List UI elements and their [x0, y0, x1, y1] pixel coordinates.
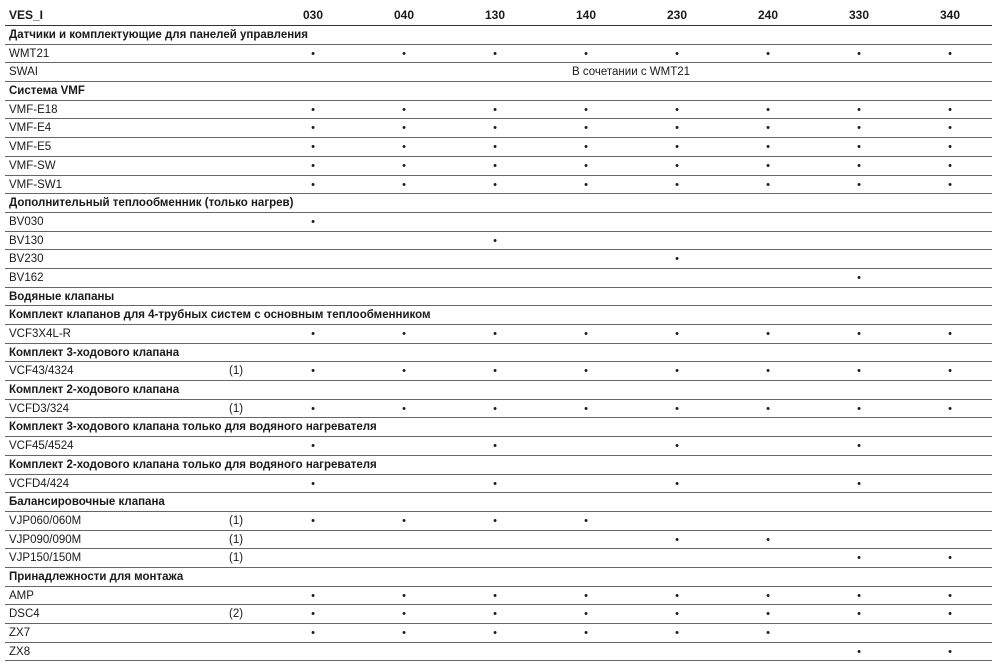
- availability-dot: •: [311, 514, 315, 527]
- section-header-row: [5, 288, 992, 307]
- section-title: Датчики и комплектующие для панелей управления: [9, 29, 308, 41]
- availability-dot: •: [857, 365, 861, 378]
- availability-dot: •: [493, 47, 497, 60]
- availability-dot: •: [675, 328, 679, 340]
- availability-dot: •: [584, 514, 588, 527]
- table-row: [5, 475, 992, 494]
- availability-dot: •: [766, 402, 770, 415]
- table-row: [5, 643, 992, 662]
- availability-dot: •: [675, 365, 679, 378]
- table-row: [5, 45, 992, 64]
- availability-dot: •: [766, 103, 770, 116]
- row-label: VMF-SW1: [9, 178, 63, 191]
- availability-dot: •: [493, 477, 497, 490]
- section-header-row: [5, 493, 992, 512]
- availability-dot: •: [857, 159, 861, 172]
- availability-dot: •: [766, 141, 770, 154]
- row-label: VCF43/4324: [9, 365, 74, 378]
- row-label: VMF-SW: [9, 159, 56, 172]
- availability-dot: •: [948, 178, 952, 191]
- table-row: [5, 587, 992, 606]
- section-header-row: [5, 381, 992, 400]
- column-header: 130: [484, 8, 506, 22]
- availability-dot: •: [948, 365, 952, 378]
- availability-dot: •: [402, 514, 406, 527]
- availability-dot: •: [493, 365, 497, 378]
- availability-dot: •: [675, 477, 679, 490]
- availability-dot: •: [766, 328, 770, 340]
- availability-dot: •: [766, 608, 770, 621]
- availability-dot: •: [766, 365, 770, 378]
- availability-dot: •: [584, 141, 588, 154]
- row-label: VJP090/090M: [9, 533, 82, 546]
- column-header: 040: [393, 8, 415, 22]
- availability-dot: •: [584, 47, 588, 60]
- availability-dot: •: [311, 402, 315, 415]
- availability-dot: •: [675, 533, 679, 546]
- availability-dot: •: [857, 608, 861, 621]
- availability-dot: •: [948, 552, 952, 565]
- column-header: 140: [575, 8, 597, 22]
- table-title: VES_I: [9, 8, 44, 22]
- availability-dot: •: [584, 589, 588, 602]
- row-label: VJP060/060M: [9, 514, 82, 527]
- row-label: ZX8: [9, 645, 31, 658]
- table-row: [5, 325, 992, 344]
- column-header: 240: [757, 8, 779, 22]
- availability-dot: •: [766, 47, 770, 60]
- availability-dot: •: [402, 122, 406, 135]
- availability-dot: •: [857, 271, 861, 284]
- row-label: VCF3X4L-R: [9, 328, 71, 340]
- section-header-row: [5, 82, 992, 101]
- section-title: Система VMF: [9, 85, 85, 98]
- availability-dot: •: [311, 122, 315, 135]
- availability-dot: •: [675, 627, 679, 639]
- availability-dot: •: [311, 103, 315, 116]
- availability-dot: •: [766, 627, 770, 639]
- availability-dot: •: [402, 141, 406, 154]
- availability-dot: •: [402, 47, 406, 60]
- section-title: Дополнительный теплообменник (только нагрев): [9, 197, 294, 210]
- column-header: 340: [939, 8, 961, 22]
- combination-note: В сочетании с WMT21: [572, 66, 691, 79]
- table-header: [5, 4, 992, 26]
- section-title: Комплект 3-ходового клапана только для водяного нагревателя: [9, 421, 377, 434]
- section-header-row: [5, 194, 992, 213]
- table-row: [5, 232, 992, 251]
- table-row: [5, 512, 992, 531]
- availability-dot: •: [311, 178, 315, 191]
- availability-dot: •: [584, 402, 588, 415]
- section-header-row: [5, 568, 992, 587]
- table-row: [5, 549, 992, 568]
- availability-dot: •: [493, 328, 497, 340]
- row-label: ZX7: [9, 627, 31, 639]
- availability-dot: •: [675, 122, 679, 135]
- availability-dot: •: [857, 589, 861, 602]
- row-label: VJP150/150M: [9, 552, 82, 565]
- row-label: BV030: [9, 215, 44, 228]
- availability-dot: •: [948, 608, 952, 621]
- footnote-ref: (1): [229, 552, 244, 565]
- availability-dot: •: [948, 159, 952, 172]
- row-label: SWAI: [9, 66, 38, 79]
- section-title: Водяные клапаны: [9, 290, 115, 303]
- availability-dot: •: [311, 159, 315, 172]
- availability-dot: •: [493, 440, 497, 453]
- row-label: VMF-E18: [9, 103, 58, 116]
- availability-dot: •: [675, 159, 679, 172]
- table-row: [5, 176, 992, 195]
- section-title: Принадлежности для монтажа: [9, 570, 184, 583]
- availability-dot: •: [948, 589, 952, 602]
- availability-dot: •: [857, 328, 861, 340]
- table-row: [5, 157, 992, 176]
- section-title: Балансировочные клапана: [9, 496, 165, 509]
- availability-dot: •: [675, 141, 679, 154]
- availability-dot: •: [675, 253, 679, 266]
- availability-dot: •: [493, 122, 497, 135]
- availability-dot: •: [948, 122, 952, 135]
- availability-dot: •: [311, 589, 315, 602]
- footnote-ref: (1): [229, 514, 244, 527]
- availability-dot: •: [857, 122, 861, 135]
- row-label: VCF45/4524: [9, 440, 74, 453]
- availability-dot: •: [493, 514, 497, 527]
- availability-dot: •: [493, 141, 497, 154]
- row-label: VMF-E5: [9, 141, 52, 154]
- column-header: 330: [848, 8, 870, 22]
- table-row: [5, 605, 992, 624]
- availability-dot: •: [948, 103, 952, 116]
- footnote-ref: (1): [229, 402, 244, 415]
- availability-dot: •: [402, 608, 406, 621]
- availability-dot: •: [493, 234, 497, 247]
- availability-dot: •: [948, 328, 952, 340]
- section-header-row: [5, 456, 992, 475]
- availability-dot: •: [948, 141, 952, 154]
- table-row: [5, 250, 992, 269]
- availability-dot: •: [311, 627, 315, 639]
- availability-dot: •: [675, 440, 679, 453]
- availability-dot: •: [493, 627, 497, 639]
- availability-dot: •: [857, 440, 861, 453]
- row-label: VCFD3/324: [9, 402, 70, 415]
- row-label: BV230: [9, 253, 44, 266]
- availability-dot: •: [311, 608, 315, 621]
- availability-dot: •: [402, 328, 406, 340]
- availability-dot: •: [584, 178, 588, 191]
- table-row: [5, 213, 992, 232]
- row-label: WMT21: [9, 47, 50, 60]
- availability-dot: •: [584, 159, 588, 172]
- section-header-row: [5, 306, 992, 325]
- section-header-row: [5, 26, 992, 45]
- section-title: Комплект клапанов для 4-трубных систем с основным теплообменником: [9, 309, 431, 322]
- section-header-row: [5, 344, 992, 363]
- availability-dot: •: [402, 178, 406, 191]
- table-row: [5, 119, 992, 138]
- table-row: [5, 437, 992, 456]
- availability-dot: •: [948, 402, 952, 415]
- row-label: BV130: [9, 234, 44, 247]
- availability-dot: •: [493, 103, 497, 116]
- table-row: [5, 362, 992, 381]
- availability-dot: •: [766, 122, 770, 135]
- availability-dot: •: [402, 402, 406, 415]
- table-row: [5, 63, 992, 82]
- availability-dot: •: [857, 141, 861, 154]
- availability-dot: •: [675, 608, 679, 621]
- availability-dot: •: [857, 645, 861, 658]
- availability-dot: •: [311, 365, 315, 378]
- availability-dot: •: [311, 477, 315, 490]
- availability-dot: •: [493, 178, 497, 191]
- availability-dot: •: [675, 47, 679, 60]
- footnote-ref: (1): [229, 533, 244, 546]
- row-label: BV162: [9, 271, 44, 284]
- section-title: Комплект 3-ходового клапана: [9, 346, 180, 359]
- availability-dot: •: [311, 141, 315, 154]
- section-title: Комплект 2-ходового клапана: [9, 384, 180, 397]
- availability-dot: •: [948, 47, 952, 60]
- row-label: DSC4: [9, 608, 40, 621]
- availability-dot: •: [584, 627, 588, 639]
- table-row: [5, 531, 992, 550]
- row-label: VMF-E4: [9, 122, 52, 135]
- availability-dot: •: [675, 103, 679, 116]
- availability-dot: •: [857, 477, 861, 490]
- footnote-ref: (1): [229, 365, 244, 378]
- availability-dot: •: [493, 402, 497, 415]
- table-row: [5, 269, 992, 288]
- availability-dot: •: [584, 365, 588, 378]
- availability-dot: •: [584, 103, 588, 116]
- availability-dot: •: [675, 402, 679, 415]
- availability-dot: •: [402, 589, 406, 602]
- table-row: [5, 101, 992, 120]
- availability-dot: •: [675, 589, 679, 602]
- availability-dot: •: [766, 589, 770, 602]
- availability-dot: •: [402, 103, 406, 116]
- row-label: VCFD4/424: [9, 477, 70, 490]
- availability-dot: •: [493, 589, 497, 602]
- availability-dot: •: [857, 552, 861, 565]
- availability-dot: •: [584, 328, 588, 340]
- availability-dot: •: [857, 178, 861, 191]
- availability-dot: •: [766, 159, 770, 172]
- table-row: [5, 138, 992, 157]
- availability-dot: •: [857, 402, 861, 415]
- availability-dot: •: [766, 533, 770, 546]
- availability-dot: •: [402, 159, 406, 172]
- availability-dot: •: [402, 627, 406, 639]
- availability-dot: •: [311, 440, 315, 453]
- column-header: 030: [302, 8, 324, 22]
- availability-dot: •: [493, 608, 497, 621]
- availability-dot: •: [948, 645, 952, 658]
- availability-dot: •: [493, 159, 497, 172]
- section-title: Комплект 2-ходового клапана только для водяного нагревателя: [9, 458, 377, 471]
- row-label: AMP: [9, 589, 34, 602]
- availability-dot: •: [857, 103, 861, 116]
- availability-dot: •: [584, 122, 588, 135]
- compatibility-table: [5, 4, 992, 661]
- availability-dot: •: [311, 47, 315, 60]
- section-header-row: [5, 418, 992, 437]
- availability-dot: •: [675, 178, 679, 191]
- footnote-ref: (2): [229, 608, 244, 621]
- table-row: [5, 624, 992, 643]
- availability-dot: •: [311, 215, 315, 228]
- availability-dot: •: [402, 365, 406, 378]
- availability-dot: •: [311, 328, 315, 340]
- availability-dot: •: [766, 178, 770, 191]
- availability-dot: •: [857, 47, 861, 60]
- column-header: 230: [666, 8, 688, 22]
- availability-dot: •: [584, 608, 588, 621]
- table-row: [5, 400, 992, 419]
